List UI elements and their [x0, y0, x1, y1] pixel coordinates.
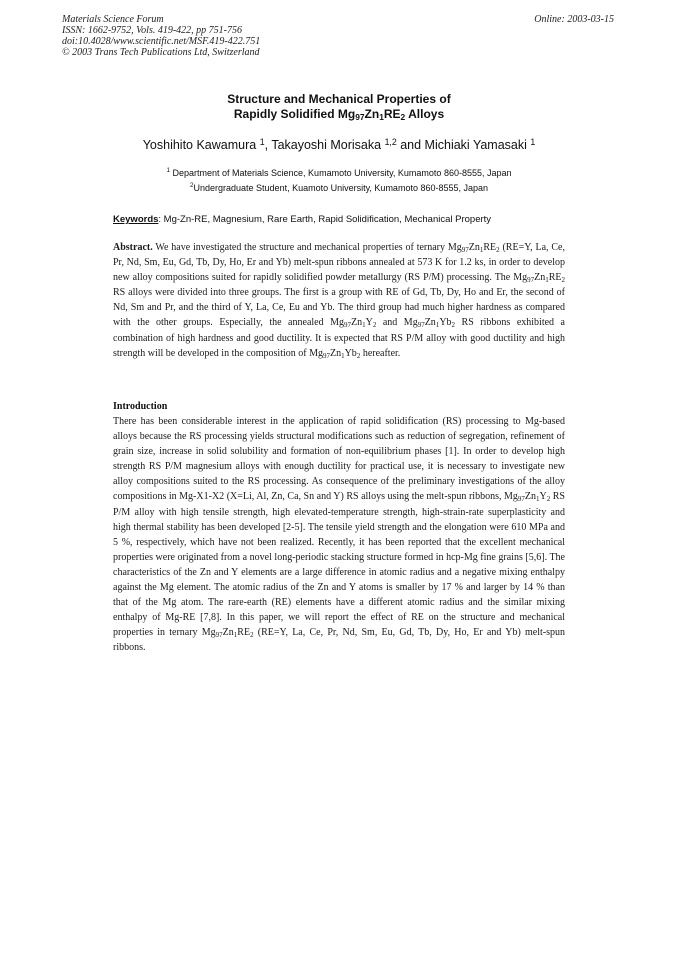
- keywords-label: Keywords: [113, 214, 159, 225]
- publication-info: [62, 14, 260, 58]
- journal-name: Materials Science Forum: [62, 14, 164, 25]
- author-yamasaki: Michiaki Yamasaki: [424, 138, 527, 152]
- affiliation-1: $^1$ Department of Materials Science, Kumamoto University, Kumamoto 860-8555, Japan: [166, 167, 512, 178]
- title-line-2: Rapidly Solidified $Mg_{97}Zn_1RE_2$ Alloys: [233, 107, 445, 122]
- author-list: Yoshihito Kawamura $^1$, Takayoshi Morisaka $^{1,2}$ and Michiaki Yamasaki $^1$: [142, 137, 536, 152]
- doi-line: doi:10.4028/www.scientific.net/MSF.419-422.751: [62, 36, 261, 47]
- affiliation-2: $^2$Undergraduate Student, Kuamoto University, Kumamoto 860-8555, Japan: [189, 182, 489, 193]
- keywords-line: [113, 214, 573, 226]
- author-kawamura: Yoshihito Kawamura: [142, 138, 257, 152]
- introduction-paragraph: There has been considerable interest in the application of rapid solidification (RS) processing to Mg-based alloys because the RS processing yields structural modifications such as reduction of segregation, refinement of grain size, increase in solid solubility and formation of non-equilibrium phases [1]. In order to develop high strength RS P/M magnesium alloys with enough ductility for practical use, it is necessary to investigate new alloy compositions suited to the RS processing. As consequence of the preliminary investigations of the alloy compositions in Mg-X1-X2 (X=Li, Al, Zn, Ca, Sn and Y) RS alloys using the melt-spun ribbons, $Mg_{97}Zn_1Y_2$ RS P/M alloy with high tensile strength, high elevated-temperature strength, high-strain-rate superplasticity and high thermal stability has been developed [2-5]. The tensile yield strength and the elongation were 610 MPa and 5 %, respectively, which have not been realized. Recently, it has been reported that the excellent mechanical properties were originated from a novel long-periodic stacking structure formed in hcp-Mg fine grains [5,6]. The characteristics of the Zn and Y elements are a large difference in atomic radius and a negative mixing enthalpy against the Mg element. The atomic radius of the Zn and Y atoms is smaller by 17 % and larger by 14 % than that of the Mg atom. The rare-earth (RE) elements have a different atomic radius and the similar mixing enthalpy of Mg-RE [7,8]. In this paper, we will report the effect of RE on the structure and mechanical properties in ternary $Mg_{97}Zn_1RE_2$ (RE=Y, La, Ce, Pr, Nd, Sm, Eu, Gd, Tb, Dy, Ho, Er and Yb) melt-spun ribbons.: [113, 416, 565, 654]
- paper-title: [0, 92, 678, 122]
- introduction-heading: Introduction: [113, 401, 168, 412]
- abstract-paragraph: Abstract. We have investigated the structure and mechanical properties of ternary $Mg_{97}Zn_1RE_2$ (RE=Y, La, Ce, Pr, Nd, Sm, Eu, Gd, Tb, Dy, Ho, Er and Yb) melt-spun ribbons annealed at 573 K for 1.2 ks, in order to develop new alloy compositions suited for rapidly solidified powder metallurgy (RS P/M) processing. The $Mg_{97}Zn_1RE_2$ RS alloys were divided into three groups. The first is a group with RE of Gd, Tb, Dy, Ho and Er, the second of Nd, Sm and Pr, and the third of Y, La, Ce, Eu and Yb. The third group had much higher hardness as compared with the other groups. Especially, the annealed $Mg_{97}Zn_1Y_2$ and $Mg_{97}Zn_1Yb_2$ RS ribbons exhibited a combination of high hardness and good ductility. It is expected that RS P/M alloy with good ductility and high strength will be developed in the composition of $Mg_{97}Zn_1Yb_2$ hereafter.: [113, 242, 565, 360]
- abstract-label: Abstract.: [113, 242, 153, 253]
- issn-line: ISSN: 1662-9752, Vols. 419-422, pp 751-756: [62, 25, 242, 36]
- title-line-1: Structure and Mechanical Properties of: [227, 92, 451, 106]
- author-morisaka: Takayoshi Morisaka: [271, 138, 382, 152]
- keywords-text: : Mg-Zn-RE, Magnesium, Rare Earth, Rapid Solidification, Mechanical Property: [158, 214, 492, 225]
- online-date: Online: 2003-03-15: [534, 14, 614, 25]
- copyright-line: © 2003 Trans Tech Publications Ltd, Switzerland: [62, 47, 260, 58]
